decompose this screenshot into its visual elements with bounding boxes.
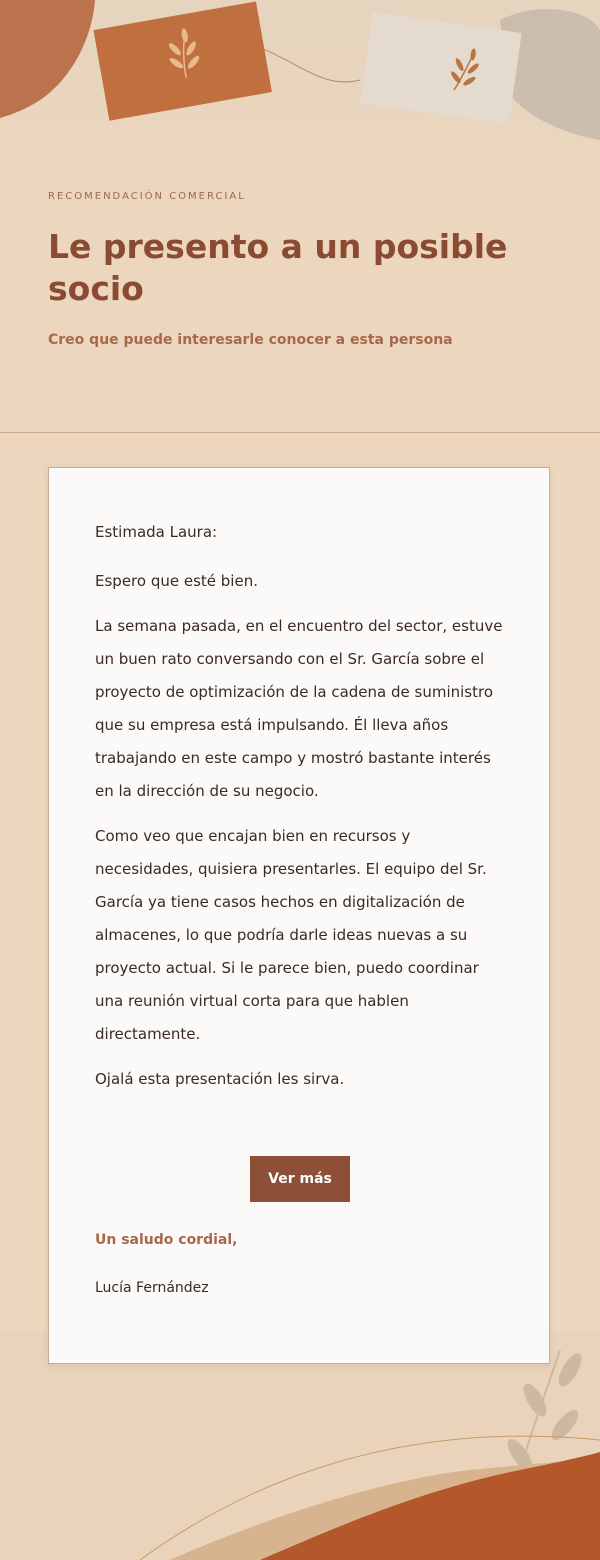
letter-card (48, 467, 550, 1364)
header-divider (0, 432, 600, 433)
see-more-button[interactable]: Ver más (250, 1156, 350, 1202)
letter-paragraph: La semana pasada, en el encuentro del sector, estuve un buen rato conversando con el Sr. García sobre el proyecto de optimización de la cadena de suministro que su empresa está impulsando. Él lleva años trabajando en este campo y mostró bastante interés en la dirección de su negocio. (95, 617, 503, 800)
letter-signoff: Un saludo cordial, (95, 1232, 238, 1248)
eyebrow-label: RECOMENDACIÓN COMERCIAL (48, 191, 246, 202)
letter-paragraph: Espero que esté bien. (95, 572, 258, 590)
email-header (48, 190, 552, 350)
letter-paragraph: Ojalá esta presentación les sirva. (95, 1070, 345, 1088)
page-title: Le presento a un posible socio (48, 227, 508, 308)
letter-body (95, 516, 509, 1108)
letter-paragraph: Como veo que encajan bien en recursos y necesidades, quisiera presentarles. El equipo del Sr. García ya tiene casos hechos en digitalización de almacenes, lo que podría darle ideas nuevas a su proyecto actual. Si le parece bien, puedo coordinar una reunión virtual corta para que hablen directamente. (95, 827, 487, 1043)
header-decoration (0, 0, 600, 200)
letter-greeting: Estimada Laura: (95, 523, 218, 541)
page-subtitle: Creo que puede interesarle conocer a esta persona (48, 332, 453, 348)
cta-container (49, 1156, 551, 1202)
footer-decoration (0, 1330, 600, 1560)
letter-signature: Lucía Fernández (95, 1280, 209, 1296)
